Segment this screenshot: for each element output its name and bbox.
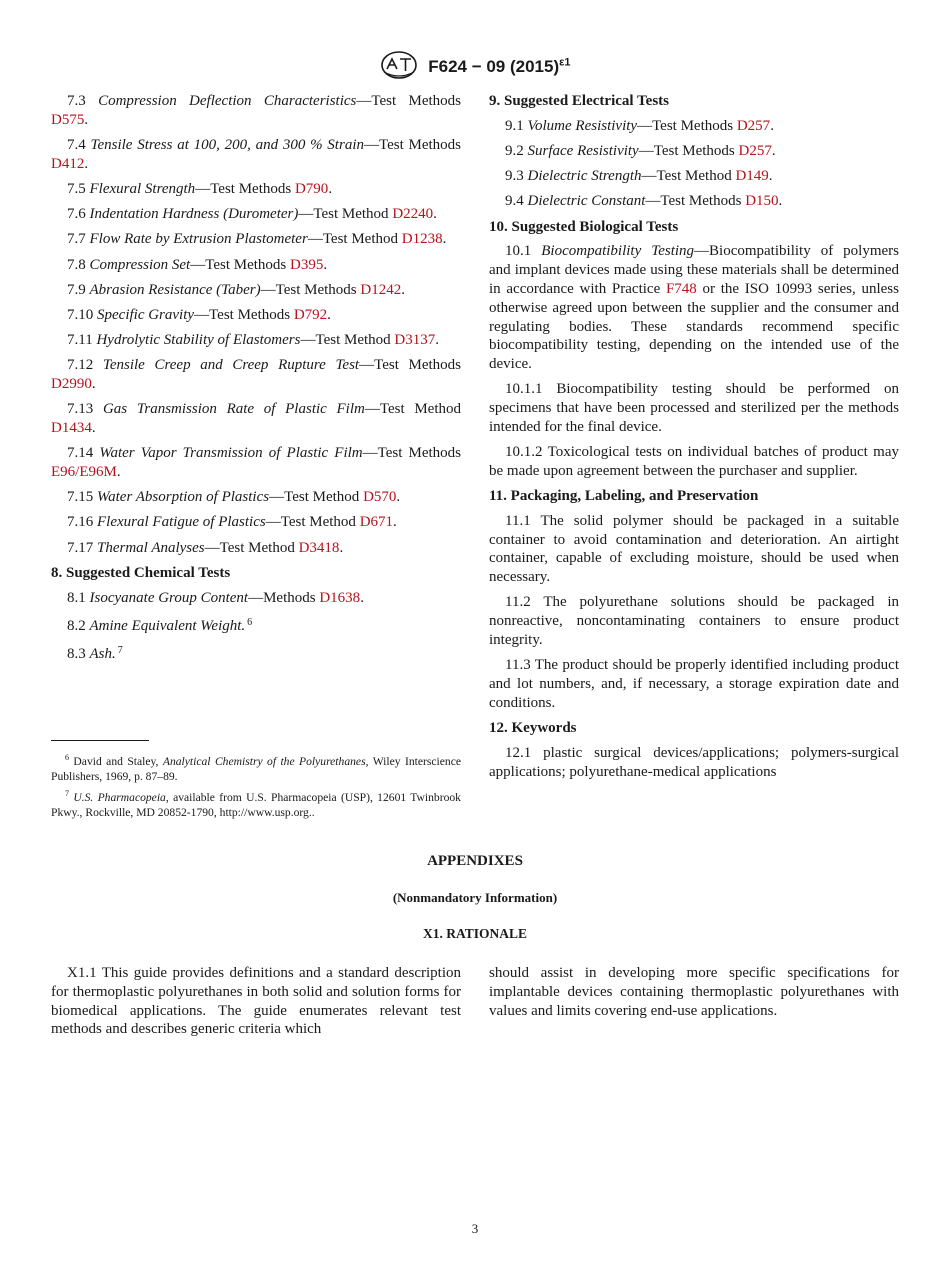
footnotes bbox=[51, 750, 461, 822]
link-d257-b[interactable]: D257 bbox=[738, 142, 772, 159]
appendixes-subtitle: (Nonmandatory Information) bbox=[392, 890, 558, 905]
item-7-7: 7.7 Flow Rate by Extrusion Plastometer—Test Method D1238. bbox=[67, 231, 447, 248]
item-7-4: 7.4 Tensile Stress at 100, 200, and 300 % Strain—Test Methods D412. bbox=[51, 136, 462, 172]
item-9-3: 9.3 Dielectric Strength—Test Method D149. bbox=[505, 168, 773, 185]
link-d257[interactable]: D257 bbox=[736, 117, 771, 134]
item-8-2: 8.2 Amine Equivalent Weight. $^6$ bbox=[67, 616, 253, 634]
section-8-heading: 8. Suggested Chemical Tests bbox=[51, 564, 231, 581]
page-number: 3 bbox=[471, 1221, 479, 1236]
item-7-13: 7.13 Gas Transmission Rate of Plastic Film—Test Method D1434. bbox=[51, 401, 461, 437]
footnote-6: $^6$ David and Staley, Analytical Chemistry of the Polyurethanes, Wiley Interscience Publishers, 1969, p. 87–89. bbox=[51, 753, 461, 784]
para-11-3: 11.3 The product should be properly identified including product and lot numbers, and, if necessary, a storage expiration date and conditions. bbox=[489, 657, 899, 711]
section-9-heading: 9. Suggested Electrical Tests bbox=[489, 93, 669, 109]
link-d395[interactable]: D395 bbox=[289, 256, 324, 273]
link-d1242[interactable]: D1242 bbox=[360, 281, 402, 298]
para-12-1: 12.1 plastic surgical devices/applications; polymers-surgical applications; polyurethane-medical applications bbox=[489, 744, 899, 780]
appendixes-title: APPENDIXES bbox=[427, 853, 523, 869]
item-8-3: 8.3 Ash. $^7$ bbox=[67, 644, 123, 662]
link-d671[interactable]: D671 bbox=[359, 514, 394, 531]
item-7-6: 7.6 Indentation Hardness (Durometer)—Test Method D2240. bbox=[67, 206, 437, 223]
link-d1238[interactable]: D1238 bbox=[401, 231, 443, 248]
item-7-9: 7.9 Abrasion Resistance (Taber)—Test Methods D1242. bbox=[67, 281, 405, 298]
footnote-divider bbox=[51, 740, 149, 741]
link-d2240[interactable]: D2240 bbox=[392, 206, 434, 223]
section-12-heading: 12. Keywords bbox=[489, 720, 577, 737]
footnote-7: $^7$ U.S. Pharmacopeia, available from U.S. Pharmacopeia (USP), 12601 Twinbrook Pkwy., Rockville, MD 20852-1790, http://www.usp.org.. bbox=[51, 788, 461, 820]
link-d150[interactable]: D150 bbox=[745, 193, 779, 210]
link-d790[interactable]: D790 bbox=[294, 180, 329, 197]
appendix-section-x1: X1. RATIONALE bbox=[422, 926, 527, 941]
para-10-1-1: 10.1.1 Biocompatibility testing should be performed on specimens that have been processed and sterilized per the methods intended for the final device. bbox=[489, 381, 899, 435]
astm-logo-icon bbox=[380, 50, 418, 85]
para-10-1: 10.1 Biocompatibility Testing—Biocompatibility of polymers and implant devices made using these materials shall be determined in accordance with Practice F748 or the ISO 10993 series, unless otherwise agreed upon between the supplier and the consumer and regulating bodies. These standards recommend specific biocompatibility testing, depending on the intended use of the device. bbox=[489, 243, 900, 373]
x1-text-right: should assist in developing more specific specifications for implantable devices containing thermoplastic polyurethanes with values and limits covering end-use applications. bbox=[489, 965, 899, 1019]
link-d3137[interactable]: D3137 bbox=[394, 332, 436, 349]
right-column bbox=[489, 92, 899, 788]
para-10-1-2: 10.1.2 Toxicological tests on individual batches of product may be made upon agreement between the purchaser and supplier. bbox=[489, 444, 899, 479]
page-header bbox=[0, 50, 950, 85]
link-d2990[interactable]: D2990 bbox=[51, 376, 92, 393]
item-7-16: 7.16 Flexural Fatigue of Plastics—Test Method D671. bbox=[67, 514, 397, 531]
item-7-11: 7.11 Hydrolytic Stability of Elastomers—Test Method D3137. bbox=[67, 332, 440, 349]
item-7-15: 7.15 Water Absorption of Plastics—Test Method D570. bbox=[67, 489, 401, 506]
footnote-ref-6[interactable]: 6 bbox=[247, 616, 253, 628]
link-d412[interactable]: D412 bbox=[51, 155, 85, 172]
link-d1638[interactable]: D1638 bbox=[319, 589, 361, 606]
footnote-ref-7[interactable]: 7 bbox=[117, 644, 123, 656]
section-11-heading: 11. Packaging, Labeling, and Preservation bbox=[489, 488, 759, 505]
para-11-1: 11.1 The solid polymer should be packaged in a suitable container to avoid contamination and deterioration. An airtight container, capable of excluding moisture, should be used when necessary. bbox=[489, 512, 899, 586]
epsilon-mark: ε1 bbox=[559, 56, 571, 69]
item-9-1: 9.1 Volume Resistivity—Test Methods D257. bbox=[505, 117, 774, 134]
link-d570[interactable]: D570 bbox=[363, 489, 397, 506]
link-d575[interactable]: D575 bbox=[51, 111, 85, 128]
item-7-14: 7.14 Water Vapor Transmission of Plastic Film—Test Methods E96/E96M. bbox=[51, 445, 461, 481]
item-7-17: 7.17 Thermal Analyses—Test Method D3418. bbox=[67, 539, 344, 556]
item-8-1: 8.1 Isocyanate Group Content—Methods D1638. bbox=[67, 589, 364, 606]
link-d149[interactable]: D149 bbox=[735, 168, 769, 185]
item-7-5: 7.5 Flexural Strength—Test Methods D790. bbox=[67, 180, 333, 197]
item-7-3: 7.3 Compression Deflection Characteristics—Test Methods D575. bbox=[51, 93, 461, 128]
para-11-2: 11.2 The polyurethane solutions should be packaged in nonreactive, noncontaminating containers to ensure product integrity. bbox=[489, 594, 899, 649]
item-7-8: 7.8 Compression Set—Test Methods D395. bbox=[67, 256, 328, 273]
link-d3418[interactable]: D3418 bbox=[298, 539, 340, 556]
link-d792[interactable]: D792 bbox=[293, 306, 328, 323]
item-7-10: 7.10 Specific Gravity—Test Methods D792. bbox=[67, 306, 331, 323]
section-10-heading: 10. Suggested Biological Tests bbox=[489, 218, 679, 235]
link-d1434[interactable]: D1434 bbox=[51, 420, 92, 437]
link-e96[interactable]: E96/E96M bbox=[51, 464, 117, 481]
x1-text-left: X1.1 This guide provides definitions and a standard description for thermoplastic polyurethanes in both solid and solution forms for biomedical applications. The guide enumerates relevant test methods and describes generic criteria which bbox=[51, 965, 461, 1038]
left-column bbox=[51, 92, 461, 670]
item-7-12: 7.12 Tensile Creep and Creep Rupture Test—Test Methods D2990. bbox=[51, 357, 462, 393]
link-f748[interactable]: F748 bbox=[665, 280, 697, 297]
designation: F624 − 09 (2015) bbox=[428, 56, 560, 76]
item-9-4: 9.4 Dielectric Constant—Test Methods D150. bbox=[505, 193, 783, 210]
item-9-2: 9.2 Surface Resistivity—Test Methods D257. bbox=[505, 142, 776, 159]
